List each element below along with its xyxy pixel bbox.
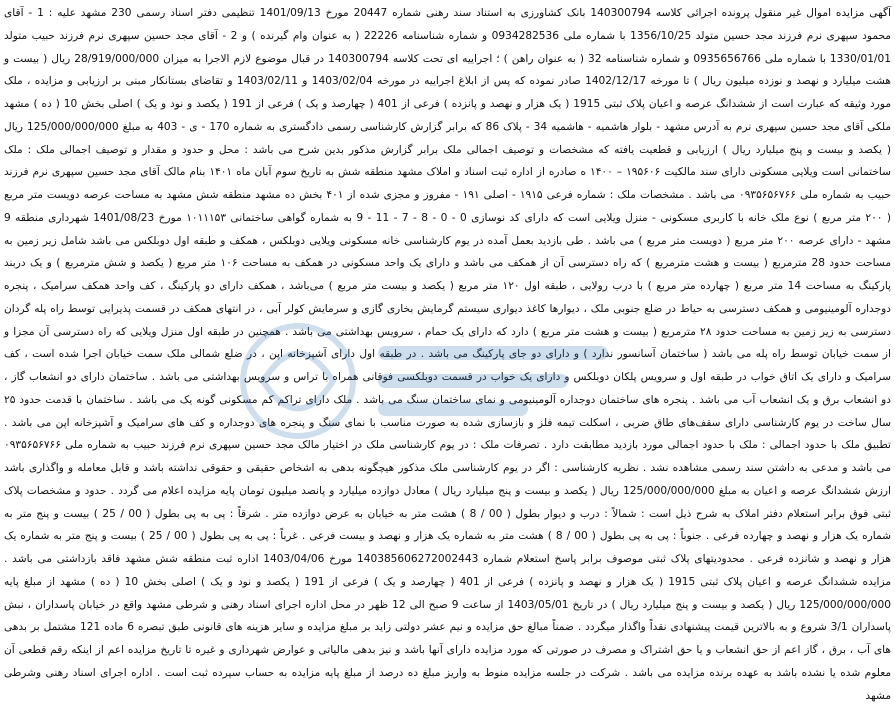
- auction-notice-body: آگهی مزایده اموال غیر منقول پرونده اجرائی کلاسه 140300794 بانک کشاورزی به استناد سند رهنی شماره 20447 مورخ 1401/09/13 تنظیمی دفتر اسناد رسمی 230 مشهد علیه : 1 - آقای محمود سپهری نرم فرزند مجد حسین متولد 1356/10/25 با شماره ملی 0934282536 و شماره شناسنامه 22226 ( به عنوان وام گیرنده ) و 2 - آقای مجد حسین سپهری نرم فرزند حبیب متولد 1330/01/01 با شماره ملی 0935656766 و شماره شناسنامه 32 ( به عنوان راهن ) ؛ اجراییه ای تحت کلاسه 140300794 در قبال موضوع لازم الاجرا به میزان 28/919/000/000 ریال ( بیست و هشت میلیارد و نهصد و نوزده میلیون ریال ) تا مورخه 1402/12/17 صادر نموده که پس از ابلاغ اجراییه در مورخه 1403/02/04 و 1403/02/11 و تقاضای بستانکار مبنی بر ارزیابی و مزایده ، ملک مورد وثیقه که عبارت است از ششدانگ عرصه و اعیان پلاک ثبتی 1915 ( یک هزار و نهصد و پانزده ) فرعی از 401 ( چهارصد و یک ) فرعی از 191 ( یکصد و نود و یک ) اصلی بخش 10 ( ده ) مشهد ملکی آقای مجد حسین سپهری نرم به آدرس مشهد - بلوار هاشمیه - هاشمیه 34 - پلاک 86 که برابر گزارش کارشناسی رسمی دادگستری به شماره 170 - ی - 403 به مبلغ 125/000/000/000 ریال ( یکصد و بیست و پنج میلیارد ریال ) ارزیابی و قطعیت یافته که مشخصات و توصیف اجمالی ملک برابر گزارش مذکور بدین شرح می باشد : محل و حدود و مقدار و توصیف اجمالی ملک : ملک ساختمانی است ویلایی مسکونی دارای سند مالکیت ۱۹۵۶۰۶ – ۱۴۰۰ ه صادره از اداره ثبت اسناد و املاک مشهد منطقه شش به تاریخ سوم آبان ماه ۱۴۰۱ بنام مالک آقای مجد حسین سپهری نرم فرزند حبیب به شماره ملی ۰۹۳۵۶۵۶۷۶۶ می باشد . مشخصات ملک : شماره فرعی ۱۹۱۵ - اصلی ۱۹۱ - مفروز و مجزی شده از ۴۰۱ بخش ده مشهد منطقه شش مشهد به مساحت عرصه دویست متر مربع ( ۲۰۰ متر مربع ) نوع ملک خانه با کاربری مسکونی - منزل ویلایی است که دارای کد نوسازی 0 - 0 - 8 - 7 - 11 - 9 به شماره گواهی ساختمانی ۱۰۱۱۱۵۳ مورخ 1401/08/23 شهرداری منطقه 9 مشهد - دارای عرصه ۲۰۰ متر مربع ( دویست متر مربع ) می باشد . طی بازدید بعمل آمده در یوم کارشناسی خانه مسکونی ویلایی دوبلکس ، همکف و طبقه اول دوبلکس می باشد شامل زیر زمین به مساحت حدود 28 مترمربع ( بیست و هشت مترمربع ) که راه دسترسی آن از همکف می باشد و دارای یک واحد مسکونی در همکف به مساحت ۱۰۶ متر مربع ( یکصد و شش مترمربع ) و یک دربند پارکینگ به مساحت 14 متر مربع ( چهارده متر مربع ) با درب رولایی ، طبقه اول ۱۲۰ متر مربع ( یکصد و بیست متر مربع ) می‌باشد ، همکف دارای دو پارکینگ ، کف واحد همکف سرامیک ، پنجره دوجداره آلومینیومی و همکف دسترسی به حیاط در ضلع جنوبی ملک ، دیوارها کاغذ دیواری سیستم گرمایش بخاری گازی و سرمایش کولر آبی ، در انتهای همکف در قسمت پذیرایی توسط راه پله گردان دسترسی به زیر زمین به مساحت حدود ۲۸ مترمربع ( بیست و هشت متر مربع ) دارد که دارای یک حمام ، سرویس بهداشتی می باشد . همچنین در طبقه اول منزل ویلایی که راه دسترسی آن مجزا و از سمت خیابان توسط راه پله می باشد ( ساختمان آسانسور ندارد ) و دارای دو جای پارکینگ می باشد . در طبقه اول دارای آشپزخانه اپن ، در ضلع شمالی ملک سمت خیابان اجرا شده است ، کف سرامیک و دارای یک اتاق خواب در طبقه اول و سرویس پلکان دوبلکس و دارای یک خواب در قسمت دوبلکسی فوقانی همراه با تراس و سرویس بهداشتی می باشد . ساختمان دارای دو انشعاب گاز ، دو انشعاب برق و یک انشعاب آب می باشد . پنجره های ساختمان دوجداره آلومینیومی و نمای ساختمان سنگ می باشد . ملک دارای تراکم کم مسکونی گونه یک می باشد . ساختمان با قدمت حدود ۲۵ سال ساخت در یوم کارشناسی دارای سقف‌های طاق ضربی ، اسکلت تیمه فلز و بازسازی شده به صورت مناسب با نمای سنگ و پنجره های دوجداره و کف های سرامیک و آشپزخانه اپن می باشد . تطبیق ملک با حدود اجمالی : ملک با حدود اجمالی مورد بازدید مطابقت دارد . تصرفات ملک : در یوم کارشناسی ملک در اختیار مالک مجد حسین سپهری نرم فرزند حبیب به شماره ملی ۰۹۳۵۶۵۶۷۶۶ می باشد و مدعی به داشتن سند رسمی مشاهده نشد . نظریه کارشناسی : اگر در یوم کارشناسی ملک مذکور هیچگونه بدهی به اشخاص حقیقی و حقوقی نداشته باشد و قابل معامله و واگذاری باشد ارزش ششدانگ عرصه و اعیان به مبلغ 125/000/000/000 ریال ( یکصد و بیست و پنج میلیارد ریال ) معادل دوازده میلیارد و پانصد میلیون تومان پایه مزایده اعلام می گردد . حدود و مشخصات پلاک ثبتی فوق برابر استعلام دفتر املاک به شرح ذیل است : شمالاً : درب و دیوار بطول ( 00 / 8 ) هشت متر به خیابان به عرض دوازده متر . شرقاً : پی به پی بطول ( 00 / 25 ) بیست و پنج متر به شماره یک هزار و نهصد و چهارده فرعی . جنوباً : پی به پی بطول ( 00 / 8 ) هشت متر به شماره یک هزار و نهصد و بیست فرعی . غرباً : پی به پی بطول ( 00 / 25 ) بیست و پنج متر به شماره یک هزار و نهصد و شانزده فرعی . محدودیتهای پلاک ثبتی موصوف برابر پاسخ استعلام شماره 140385606272002443 مورخ 1403/04/06 اداره ثبت منطقه شش مشهد فاقد بازداشتی می باشد . مزایده ششدانگ عرصه و اعیان پلاک ثبتی 1915 ( یک هزار و نهصد و پانزده ) فرعی از 401 ( چهارصد و یک ) فرعی از 191 ( یکصد و نود و یک ) اصلی بخش 10 ( ده ) مشهد از مبلغ پایه 125/000/000/000 ریال ( یکصد و بیست و پنج میلیارد ریال ) در تاریخ 1403/05/01 از ساعت 9 صبح الی 12 ظهر در محل اداره اجرای اسناد رهنی و شرطی مشهد واقع در خیابان پاسداران ، نبش پاسداران 3/1 شروع و به بالاترین قیمت پیشنهادی نقداً واگذار میگردد . ضمناً مبالغ حق مزایده و نیم عشر دولتی زاید بر مبلغ مزایده و سایر هزینه های قانونی طبق تبصره 6 ماده 121 مشتمل بر بدهی های آب ، برق ، گاز اعم از حق انشعاب و یا حق اشتراک و مصرف در صورتی که مورد مزایده دارای آنها باشد و نیز بدهی مالیاتی و عوارض شهرداری و غیره تا تاریخ مزایده اعم از اینکه رقم قطعی آن معلوم شده یا نشده باشد به عهده برنده مزایده می باشد . شرکت در جلسه مزایده منوط به واریز مبلغ ده درصد از مبلغ پایه مزایده به حساب سپرده ثبت است . اداره اجرای اسناد رهنی وشرطی مشهد: [4, 7, 892, 702]
- auction-notice: [4, 2, 891, 707]
